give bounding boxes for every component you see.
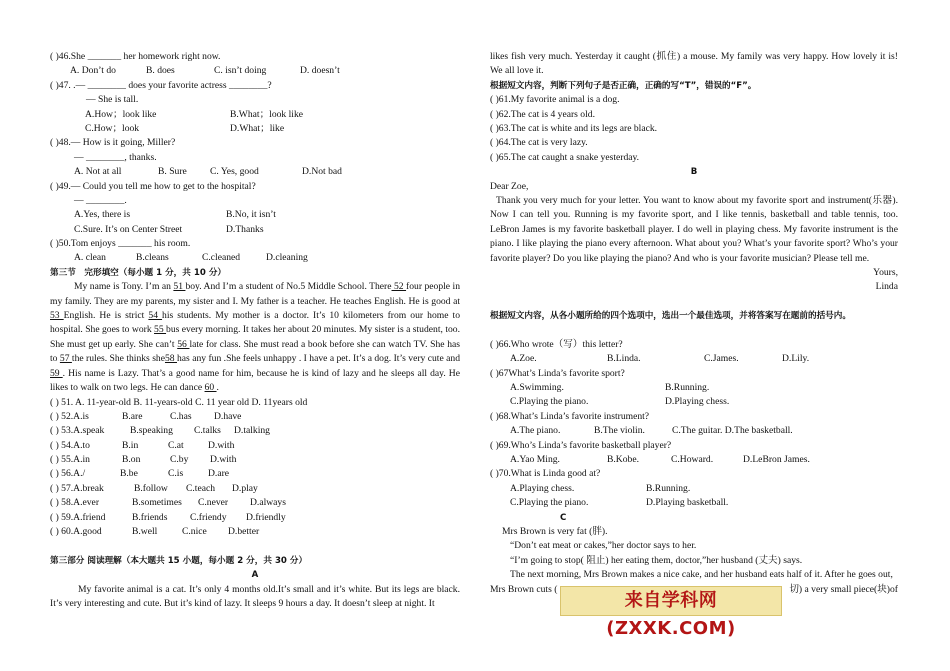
option-b: B.No, it isn’t	[226, 209, 276, 221]
option-d: D. doesn’t	[300, 65, 340, 77]
option-a: A. clean	[74, 252, 106, 264]
question-49-reply: — ________.	[74, 194, 127, 206]
blank-58: 58	[164, 353, 177, 365]
watermark-banner: 来自学科网(ZXXK.COM)	[560, 586, 782, 616]
option-b: B.What；look like	[230, 108, 304, 120]
blank-55: 55	[154, 324, 167, 336]
right-column	[490, 50, 898, 597]
blank-51: 51	[173, 281, 186, 293]
passage-a-continued: likes fish very much. Yesterday it caught (抓住) a mouse. My family was very happy. How lovely it is! We all love it.	[490, 51, 898, 77]
tf-item-65: ( )65.The cat caught a snake yesterday.	[490, 151, 640, 163]
blank-53: 53	[50, 310, 64, 322]
passage-c-line-4: The next morning, Mrs Brown makes a nice cake, and her husband eats half of it. After he goes out,	[510, 569, 893, 581]
cloze-option-53: ( ) 53.A.speak B.speaking C.talks D.talking	[50, 425, 270, 437]
question-48: ( )48.— How is it going, Miller?	[50, 137, 176, 149]
question-70: ( )70.What is Linda good at?	[490, 468, 601, 480]
option-c: C. isn’t doing	[214, 65, 267, 77]
tf-instruction: 根据短文内容，判断下列句子是否正确，正确的写“T”，错误的“F”。	[490, 80, 757, 91]
passage-a-text: My favorite animal is a cat. It’s only 4 months old.It’s small and it’s white. But its legs are black. It’s very interesting and cute. But it’s kind of lazy. It sleeps 9 hours a day. It doesn’t sleep at night. It	[50, 583, 460, 609]
letter-closing: Yours,	[873, 266, 898, 278]
option-d: D.What；like	[230, 122, 285, 134]
blank-52: 52	[391, 281, 407, 293]
option-a: A.How；look like	[85, 108, 157, 120]
question-49: ( )49.— Could you tell me how to get to the hospital?	[50, 180, 256, 192]
option-d: D.Not bad	[302, 166, 342, 178]
passage-c-line-1: Mrs Brown is very fat (胖).	[502, 526, 608, 537]
blank-59: 59	[50, 367, 63, 379]
cloze-option-51: ( ) 51. A. 11-year-old B. 11-years-old C. 11 year old D. 11years old	[50, 396, 308, 408]
question-47-reply: — She is tall.	[86, 94, 139, 106]
question-69-options: A.Yao Ming. B.Kobe. C.Howard. D.LeBron James.	[510, 454, 810, 466]
option-d: D.cleaning	[266, 252, 308, 264]
question-48-options	[50, 165, 460, 179]
question-69: ( )69.Who’s Linda’s favorite basketball player?	[490, 439, 672, 451]
question-67-options-row1: A.Swimming. B.Running.	[510, 382, 710, 394]
question-66-options: A.Zoe. B.Linda. C.James. D.Lily.	[510, 353, 810, 365]
question-46: ( )46.She _______ her homework right now.	[50, 51, 221, 62]
question-50-options	[50, 251, 460, 265]
tf-item-64: ( )64.The cat is very lazy.	[490, 137, 588, 149]
option-c: C. Yes, good	[210, 166, 259, 178]
question-48-reply: — ________, thanks.	[74, 151, 157, 163]
letter-greeting: Dear Zoe,	[490, 180, 529, 192]
option-a: A. Not at all	[74, 166, 122, 178]
blank-54: 54	[148, 310, 163, 322]
option-b: B. Sure	[158, 166, 187, 178]
question-70-options-row2: C.Playing the piano. D.Playing basketball.	[510, 497, 729, 509]
passage-a-label: A	[251, 570, 259, 581]
option-c: C.cleaned	[202, 252, 241, 264]
question-47-options-row1	[50, 108, 460, 122]
cloze-option-59: ( ) 59.A.friend B.friends C.friendy D.friendly	[50, 511, 286, 523]
left-column	[50, 50, 460, 611]
cloze-option-60: ( ) 60.A.good B.well C.nice D.better	[50, 526, 260, 538]
cloze-passage: My name is Tony. I’m an 51 boy. And I’m a student of No.5 Middle School. There 52 four people in my family. They are my parents, my sister and I. My father is a teacher. He teaches English. He is good at 53 English. He is strict 54 his students. My mother is a doctor. It’s 10 kilometers from our home to hospital. She goes to work 55 bus every morning. It takes her about 20 minutes. My sister is a student, too. She must get up early. She can’t 56 late for class. She must read a book before she can watch TV. She has to 57 the rules. She thinks she58 has any fun .She feels unhappy . I have a pet. It’s a dog. It’s very cute and 59 . His name is Lazy. That’s a good name for him, because he is kind of lazy and he sleeps all day. He likes to walk on two legs. He can dance 60 .	[50, 281, 460, 394]
question-47-options-row2	[50, 122, 460, 136]
letter-body: Thank you very much for your letter. You want to know about my favorite sport and instrument(乐器). Now I can tell you. Running is my favorite sport, and I like tennis, basketball and table tennis, too. LeBron James is my favorite basketball player. I do well in playing chess. My favorite instrument is the piano. I like playing the piano every afternoon. What about you? What’s your favorite sport? Who’s your favorite player? Do you like playing the piano? And who is your favorite musician? Please tell me.	[490, 194, 898, 264]
cloze-option-56: ( ) 56.A./ B.be C.is D.are	[50, 468, 230, 480]
option-a: A.Yes, there is	[74, 209, 131, 221]
option-d: D.Thanks	[226, 223, 264, 235]
option-b: B.cleans	[136, 252, 169, 264]
question-68-options: A.The piano. B.The violin. C.The guitar. D.The basketball.	[510, 425, 793, 437]
passage-c-line-5: Mrs Brown cuts ( 切) a very small piece(块)of	[490, 583, 898, 595]
mc-instruction: 根据短文内容，从各小题所给的四个选项中，选出一个最佳选项，并将答案写在题前的括号内。	[490, 311, 851, 322]
question-67: ( )67What’s Linda’s favorite sport?	[490, 367, 625, 379]
question-49-options-row1	[50, 208, 460, 222]
tf-item-61: ( )61.My favorite animal is a dog.	[490, 94, 620, 106]
blank-56: 56	[177, 338, 190, 350]
passage-c-label: C	[560, 512, 567, 523]
cloze-option-55: ( ) 55.A.in B.on C.by D.with	[50, 454, 237, 466]
section-3-title: 第三节 完形填空（每小题 1 分，共 10 分）	[50, 267, 227, 278]
blank-57: 57	[59, 353, 72, 365]
option-b: B. does	[146, 65, 175, 77]
question-50: ( )50.Tom enjoys _______ his room.	[50, 238, 191, 250]
option-a: A. Don’t do	[70, 65, 116, 77]
passage-c-line-2: “Don’t eat meat or cakes,”her doctor says to her.	[510, 540, 697, 552]
cloze-option-52: ( ) 52.A.is B.are C.has D.have	[50, 410, 242, 422]
question-68: ( )68.What’s Linda’s favorite instrument?	[490, 410, 650, 422]
tf-item-63: ( )63.The cat is white and its legs are black.	[490, 122, 658, 134]
question-66: ( )66.Who wrote（写）this letter?	[490, 338, 623, 350]
option-c: C.How；look	[85, 122, 140, 134]
cloze-option-54: ( ) 54.A.to B.in C.at D.with	[50, 439, 235, 451]
question-46-options	[50, 64, 460, 78]
question-70-options-row1: A.Playing chess. B.Running.	[510, 482, 691, 494]
cloze-option-57: ( ) 57.A.break B.follow C.teach D.play	[50, 482, 258, 494]
letter-signature: Linda	[875, 281, 898, 293]
tf-item-62: ( )62.The cat is 4 years old.	[490, 108, 595, 120]
part-3-title: 第三部分 阅读理解（本大题共 15 小题，每小题 2 分，共 30 分）	[50, 555, 308, 566]
option-c: C.Sure. It’s on Center Street	[74, 223, 183, 235]
blank-60: 60	[204, 382, 217, 394]
passage-c-line-3: “I’m going to stop( 阻止) her eating them, doctor,”her husband (丈夫) says.	[510, 554, 803, 566]
question-49-options-row2	[50, 223, 460, 237]
question-47: ( )47. .— ________ does your favorite actress ________?	[50, 79, 272, 91]
cloze-option-58: ( ) 58.A.ever B.sometimes C.never D.always	[50, 497, 286, 509]
passage-b-label: B	[690, 167, 698, 178]
question-67-options-row2: C.Playing the piano. D.Playing chess.	[510, 396, 730, 408]
